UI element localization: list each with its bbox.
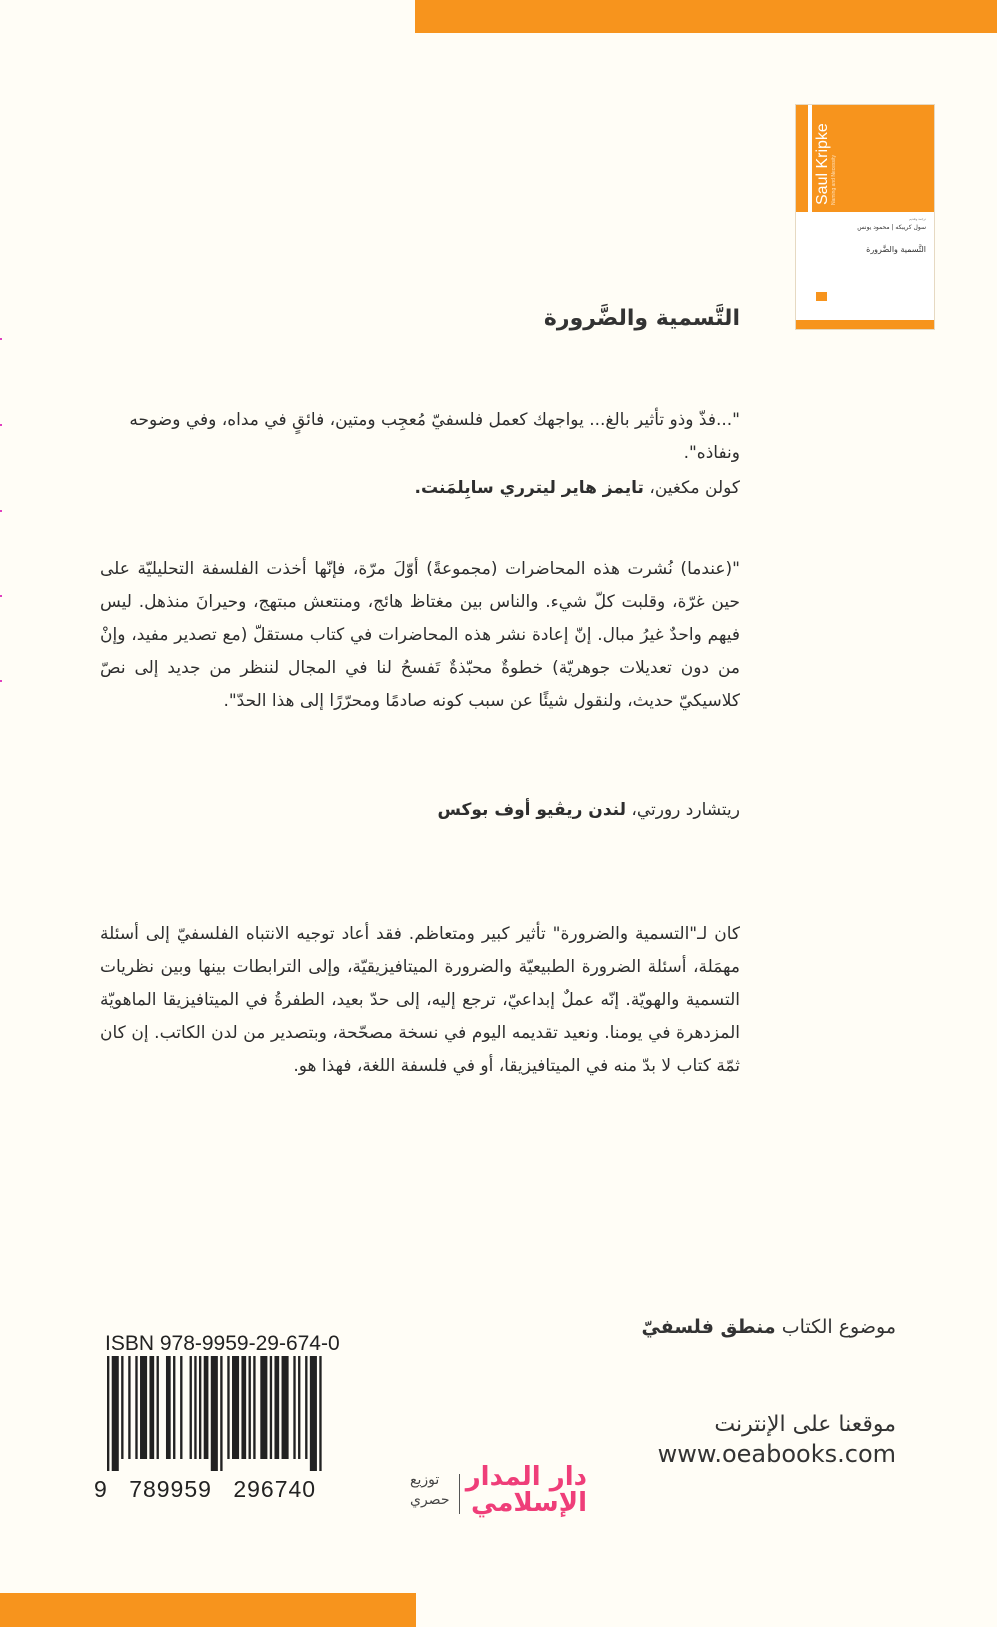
barcode-bar bbox=[249, 1356, 251, 1459]
barcode-bar bbox=[157, 1356, 159, 1459]
cover-white-stripe bbox=[808, 105, 812, 212]
barcode-digits bbox=[94, 1476, 316, 1503]
review-source: لندن ريڤيو أوف بوكس bbox=[437, 800, 626, 820]
barcode-bar bbox=[128, 1356, 130, 1459]
bottom-orange-bar bbox=[0, 1593, 416, 1627]
barcode-bar bbox=[180, 1356, 182, 1459]
cover-title-ar: التَّسمية والضَّرورة bbox=[866, 245, 926, 254]
barcode-bar bbox=[305, 1356, 307, 1459]
publisher-logo-icon bbox=[816, 292, 827, 301]
barcode-bar bbox=[274, 1356, 279, 1459]
barcode-bar bbox=[204, 1356, 209, 1459]
barcode-bar bbox=[199, 1356, 201, 1459]
barcode-bar bbox=[293, 1356, 295, 1459]
barcode-bar bbox=[140, 1356, 147, 1459]
book-subject bbox=[641, 1316, 896, 1338]
reviewer-name: ريتشارد رورتي، bbox=[631, 800, 740, 820]
barcode-bar bbox=[282, 1356, 289, 1459]
cover-bottom-band bbox=[796, 320, 934, 329]
barcode-bar bbox=[232, 1356, 239, 1459]
barcode-bar bbox=[211, 1356, 218, 1471]
logo-divider bbox=[459, 1474, 460, 1514]
review-attribution-2 bbox=[437, 800, 740, 820]
barcode-bar bbox=[260, 1356, 267, 1459]
website-label: موقعنا على الإنترنت bbox=[714, 1412, 896, 1437]
barcode-group-1: 789959 bbox=[129, 1476, 212, 1502]
barcode-bar bbox=[241, 1356, 246, 1459]
barcode-bar bbox=[112, 1356, 119, 1471]
website-link[interactable]: www.oeabooks.com bbox=[657, 1440, 896, 1468]
book-title: التَّسمية والضَّرورة bbox=[543, 306, 740, 331]
top-orange-bar bbox=[415, 0, 997, 33]
isbn-label: ISBN 978-9959-29-674-0 bbox=[105, 1332, 340, 1355]
barcode-bar bbox=[121, 1356, 123, 1459]
distribution-note-line2: حصري bbox=[410, 1492, 450, 1508]
barcode-icon bbox=[107, 1356, 324, 1459]
cover-author-en: Saul Kripke bbox=[814, 123, 831, 205]
barcode-bar bbox=[166, 1356, 171, 1459]
review-quote-1: "...فذّ وذو تأثير بالغ... يواجهك كعمل فلسفيّ مُعجِب ومتين، فائقٍ في مداه، وفي وضوحه ونفاذه". bbox=[129, 410, 740, 463]
cover-subtitle-en: Naming and Necessity bbox=[831, 154, 837, 205]
front-cover-thumbnail bbox=[795, 104, 935, 330]
barcode-bar bbox=[319, 1356, 321, 1471]
cover-credit-small: ترجمة وتقديم bbox=[909, 217, 926, 221]
book-description: كان لـ"التسمية والضرورة" تأثير كبير ومتعاظم. فقد أعاد توجيه الانتباه الفلسفيّ إلى أسئلة مهمَلة، أسئلة الضرورة الطبيعيّة والضرورة الميتافيزيقيّة، وإلى الترابطات بينها وبين نظريات التسمية والهويّة. إنّه عملٌ إبداعيّ، ترجع إليه، إلى حدّ بعيد، الطفرةُ في الميتافيزيقا الماهويّة المزدهرة في يومنا. ونعيد تقديمه اليوم في نسخة مصحّحة، وبتصدير من لدن الكاتب. إن كان ثمّة كتاب لا بدّ منه في الميتافيزيقا، أو في فلسفة اللغة، فهذا هو. bbox=[100, 924, 740, 1076]
subject-label: موضوع الكتاب bbox=[781, 1316, 896, 1338]
scan-mark bbox=[0, 510, 2, 512]
review-source: تايمز هاير ليترري سابِلمَنت. bbox=[414, 478, 644, 498]
barcode-first-digit: 9 bbox=[94, 1476, 108, 1502]
barcode-bar bbox=[107, 1356, 109, 1471]
scan-mark bbox=[0, 338, 2, 340]
barcode-bar bbox=[227, 1356, 229, 1459]
barcode-bar bbox=[253, 1356, 255, 1459]
scan-mark bbox=[0, 680, 2, 682]
barcode-bar bbox=[173, 1356, 175, 1459]
subject-value: منطق فلسفيّ bbox=[641, 1316, 776, 1338]
barcode-bar bbox=[190, 1356, 192, 1459]
reviewer-name: كولن مكغين، bbox=[649, 478, 740, 498]
distribution-note-line1: توزيع bbox=[410, 1472, 440, 1488]
distributor-logo bbox=[402, 1462, 592, 1528]
scan-mark bbox=[0, 595, 2, 597]
scan-mark bbox=[0, 424, 2, 426]
review-quote-2: "(عندما) نُشرت هذه المحاضرات (مجموعةً) أوّلَ مرّة، فإنّها أخذت الفلسفة التحليليّة على حين غرّة، وقلبت كلّ شيء. والناس بين مغتاظ هائج، ومنتعش مبتهج، وحيرانَ منذهل. ليس فيهم واحدٌ غيرُ مبال. إنّ إعادة نشر هذه المحاضرات في كتاب مستقلّ (مع تصدير مفيد، وإنْ من دون تعديلات جوهريّة) خطوةٌ محبّذةٌ تَفسحُ لنا في المجال لننظر من جديد إلى نصّ كلاسيكيّ حديث، ولنقول شيئًا عن سبب كونه صادمًا ومحرّرًا إلى هذا الحدّ". bbox=[100, 559, 740, 711]
cover-credit: سول كريبكه | محمود يونس bbox=[857, 224, 926, 231]
barcode-bar bbox=[298, 1356, 300, 1459]
distributor-name-line2: الإسلامي bbox=[471, 1488, 587, 1518]
barcode-bar bbox=[149, 1356, 154, 1459]
barcode-group-2: 296740 bbox=[233, 1476, 317, 1502]
barcode-bar bbox=[220, 1356, 222, 1471]
distributor-name-line1: دار المدار bbox=[465, 1462, 587, 1492]
barcode-bar bbox=[135, 1356, 137, 1459]
barcode-bar bbox=[270, 1356, 272, 1459]
barcode-bar bbox=[194, 1356, 196, 1459]
review-attribution-1 bbox=[415, 478, 741, 498]
barcode-bar bbox=[310, 1356, 317, 1471]
